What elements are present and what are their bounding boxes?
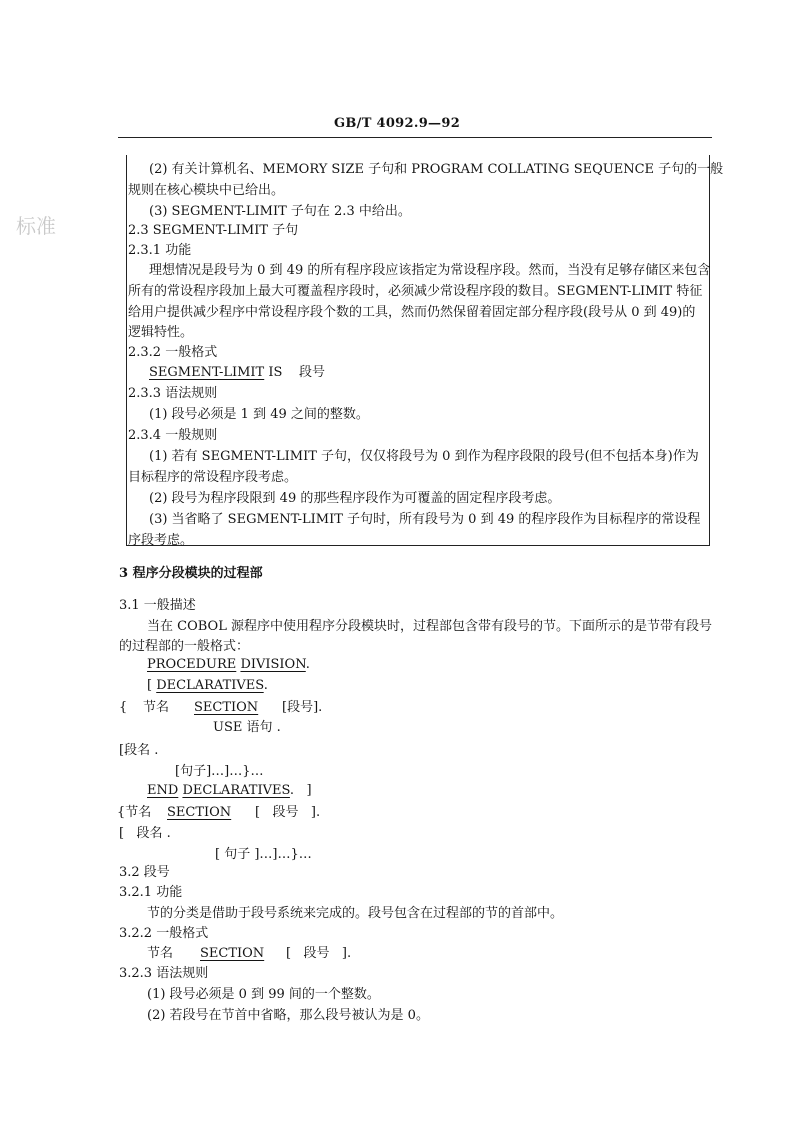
section-format-name: 节名: [147, 946, 174, 961]
declaratives-period: .: [263, 678, 268, 693]
heading-2-3-2: 2.3.2 一般格式: [128, 345, 218, 360]
paragraph-name-line: [段名 .: [119, 743, 159, 758]
declaratives-open-bracket: [: [147, 678, 153, 693]
function-line-4: 逻辑特性。: [128, 325, 194, 340]
heading-2-3-3: 2.3.3 语法规则: [128, 386, 218, 401]
header-rule: [118, 137, 712, 138]
general-rule-3-line-1: (3) 当省略了 SEGMENT-LIMIT 子句时，所有段号为 0 到 49 的程序段作为目标程序的常设程: [149, 512, 701, 527]
function-3-2-text: 节的分类是借助于段号系统来完成的。段号包含在过程部的节的首部中。: [147, 906, 564, 921]
heading-2-3-1: 2.3.1 功能: [128, 243, 192, 258]
heading-3-2-1: 3.2.1 功能: [119, 885, 183, 900]
use-statement: USE 语句 .: [213, 720, 281, 735]
description-line-2: 的过程部的一般格式：: [119, 639, 250, 654]
syntax-rule-1: (1) 段号必须是 1 到 49 之间的整数。: [149, 407, 369, 422]
general-rule-1-line-2: 目标程序的常设程序段考虑。: [128, 470, 298, 485]
end-declaratives-keyword: DECLARATIVES: [182, 783, 290, 798]
declaratives-line: [147, 676, 268, 696]
function-line-1: 理想情况是段号为 0 到 49 的所有程序段应该指定为常设程序段。然而，当没有足够存储区来包含: [149, 263, 711, 278]
rule-3-2-3-2: (2) 若段号在节首中省略，那么段号被认为是 0。: [147, 1008, 429, 1023]
procedure-division-line: [147, 655, 310, 675]
segment-limit-format: [149, 363, 325, 383]
section-format-segment: [ 段号 ].: [286, 946, 352, 961]
heading-2-3: 2.3 SEGMENT-LIMIT 子句: [128, 223, 299, 238]
paragraph-name-line-2: [ 段名 .: [119, 826, 171, 841]
section-format-keyword: SECTION: [200, 946, 265, 961]
segment-limit-keyword: SEGMENT-LIMIT: [149, 365, 265, 380]
heading-3-2: 3.2 段号: [119, 865, 170, 880]
is-keyword: IS: [268, 365, 283, 380]
sentence-repeat-line: [句子]…]…}…: [175, 764, 264, 779]
section-name-label: 节名: [143, 700, 170, 715]
box-para-2: (3) SEGMENT-LIMIT 子句在 2.3 中给出。: [149, 204, 411, 219]
heading-2-3-4: 2.3.4 一般规则: [128, 428, 218, 443]
end-keyword: END: [147, 783, 179, 798]
general-rule-1-line-1: (1) 若有 SEGMENT-LIMIT 子句，仅仅将段号为 0 到作为程序段限的段号(但不包括本身)作为: [149, 449, 699, 464]
heading-3-2-2: 3.2.2 一般格式: [119, 926, 209, 941]
heading-3-2-3: 3.2.3 语法规则: [119, 966, 209, 981]
end-declaratives-tail: . ]: [289, 783, 312, 798]
box-para-1-line-2: 规则在核心模块中已给出。: [128, 183, 285, 198]
function-line-2: 所有的常设程序段加上最大可覆盖程序段时，必须减少常设程序段的数目。SEGMENT-LIMIT 特征: [128, 284, 703, 299]
general-rule-2: (2) 段号为程序段限到 49 的那些程序段作为可覆盖的固定程序段考虑。: [149, 491, 561, 506]
description-line-1: 当在 COBOL 源程序中使用程序分段模块时，过程部包含带有段号的节。下面所示的是节带有段号: [147, 619, 712, 634]
segment-number-optional: [段号].: [282, 700, 323, 715]
section-brace-open: {: [119, 700, 128, 715]
margin-stamp: 标准: [16, 214, 56, 238]
segment-number-label: 段号: [298, 365, 325, 380]
function-line-3: 给用户提供减少程序中常设程序段个数的工具，然而仍然保留着固定部分程序段(段号从 0 到 49)的: [128, 305, 696, 320]
general-rule-3-line-2: 序段考虑。: [128, 533, 194, 548]
declaratives-keyword: DECLARATIVES: [156, 678, 264, 693]
procedure-keyword: PROCEDURE: [147, 657, 237, 672]
heading-3-1: 3.1 一般描述: [119, 598, 196, 613]
rule-3-2-3-1: (1) 段号必须是 0 到 99 间的一个整数。: [147, 987, 380, 1002]
box-para-1-line-1: (2) 有关计算机名、MEMORY SIZE 子句和 PROGRAM COLLATING SEQUENCE 子句的一般: [149, 162, 724, 177]
section-3-title: 3 程序分段模块的过程部: [119, 566, 263, 581]
page-header: GB/T 4092.9—92: [333, 116, 461, 131]
procedure-division-period: .: [305, 657, 310, 672]
section-name-brace: {节名: [117, 805, 152, 820]
division-keyword: DIVISION: [240, 657, 306, 672]
segment-number-optional-2: [ 段号 ].: [255, 805, 321, 820]
section-keyword: SECTION: [194, 700, 259, 715]
section-keyword-2: SECTION: [167, 805, 232, 820]
sentence-repeat-line-2: [ 句子 ]…]…}…: [215, 847, 312, 862]
end-declaratives-line: [147, 781, 312, 801]
